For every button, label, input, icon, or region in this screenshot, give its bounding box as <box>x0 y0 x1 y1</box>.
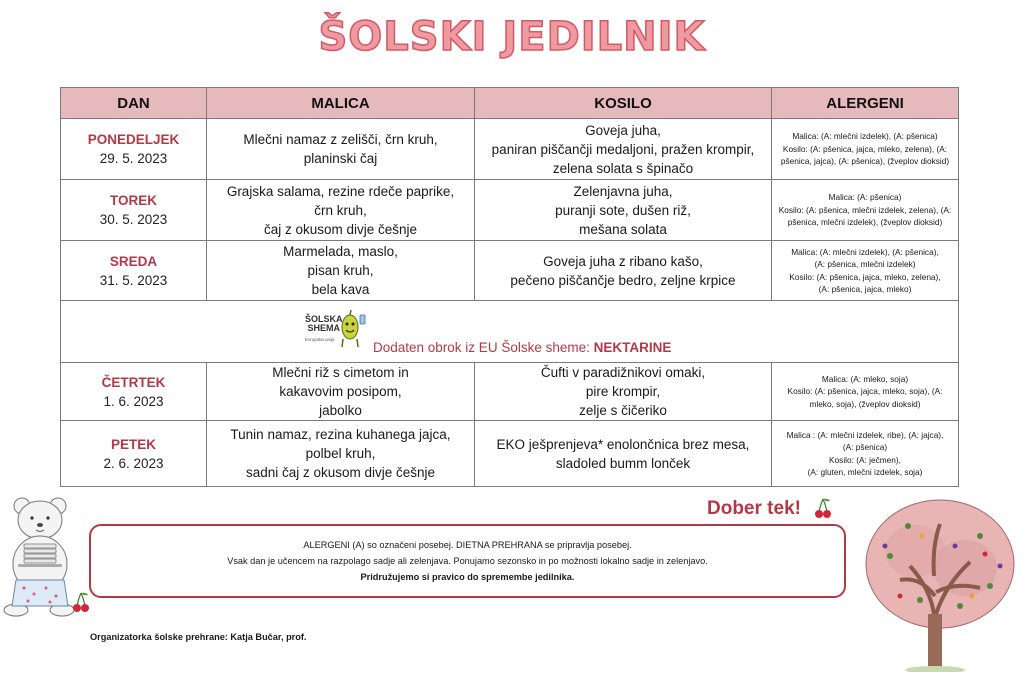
school-scheme-text <box>373 340 671 355</box>
school-scheme-logo-icon <box>305 307 371 353</box>
day-name: TOREK <box>109 193 157 208</box>
kosilo-cell <box>475 119 772 180</box>
logo-line1: ŠOLSKA <box>305 314 343 324</box>
malica-line: Mlečni riž s cimetom in <box>272 365 409 380</box>
school-scheme-highlight: NEKTARINE <box>593 340 672 355</box>
day-date: 30. 5. 2023 <box>99 212 168 227</box>
day-date: 2. 6. 2023 <box>103 455 164 471</box>
alergeni-line: Kosilo: (A: pšenica, mlečni izdelek, zelena), (A: <box>778 204 952 215</box>
alergeni-line: pšenica, jajca), (A: pšenica), (žveplov dioksid) <box>780 156 950 167</box>
malica-cell <box>207 421 475 487</box>
malica-line: Marmelada, maslo, <box>283 244 398 259</box>
cherry-icon <box>72 592 90 614</box>
malica-line: bela kava <box>311 282 370 297</box>
kosilo-line: Čufti v paradižnikovi omaki, <box>540 365 706 380</box>
alergeni-line: mleko, soja), (žveplov dioksid) <box>809 398 921 409</box>
alergeni-cell <box>772 241 959 301</box>
malica-line: sadni čaj z okusom divje češnje <box>245 465 436 480</box>
malica-line: planinski čaj <box>303 151 378 166</box>
alergeni-line: (A: pšenica, mlečni izdelek) <box>814 259 916 269</box>
malica-cell <box>207 180 475 241</box>
organizer-text: Organizatorka šolske prehrane: Katja Bučar, prof. <box>90 632 307 642</box>
kosilo-line: paniran piščančji medaljoni, pražen krompir, <box>491 141 755 157</box>
day-cell <box>61 363 207 421</box>
alergeni-line: Kosilo: (A: pšenica, jajca, mleko, zelena), <box>789 271 941 282</box>
alergeni-line: (A: gluten, mlečni izdelek, soja) <box>807 467 923 477</box>
kosilo-line: Goveja juha z ribano kašo, <box>543 253 703 269</box>
day-date: 1. 6. 2023 <box>103 393 164 409</box>
kosilo-line: sladoled bumm lonček <box>555 455 691 471</box>
school-scheme-row <box>61 301 959 363</box>
malica-line: pisan kruh, <box>307 263 374 278</box>
alergeni-cell <box>772 363 959 421</box>
alergeni-line: Malica: (A: mleko, soja) <box>821 373 909 384</box>
kosilo-line: Goveja juha, <box>585 122 661 138</box>
alergeni-line: Kosilo: (A: pšenica, jajca, mleko, zelena), (A: <box>782 143 948 154</box>
kosilo-line: zelje s čičeriko <box>579 403 667 418</box>
malica-line: Grajska salama, rezine rdeče paprike, <box>226 183 455 199</box>
malica-cell <box>207 119 475 180</box>
alergeni-line: (A: pšenica, jajca, mleko) <box>818 284 912 294</box>
info-line2: Vsak dan je učencem na razpolago sadje ali zelenjava. Ponujamo sezonsko in po možnosti lokalno sadje in zelenjavo. <box>227 556 708 566</box>
day-name: SREDA <box>109 253 158 269</box>
alergeni-line: Malica: (A: mlečni izdelek), (A: pšenica) <box>792 131 938 142</box>
kosilo-cell <box>475 241 772 301</box>
info-line1: ALERGENI (A) so označeni posebej. DIETNA PREHRANA se pripravlja posebej. <box>303 540 632 550</box>
kosilo-cell <box>475 363 772 421</box>
malica-line: črn kruh, <box>314 202 367 218</box>
table-row <box>61 119 959 180</box>
kosilo-line: mešana solata <box>579 221 667 237</box>
header-kosilo: KOSILO <box>475 88 772 119</box>
malica-line: Tunin namaz, rezina kuhanega jajca, <box>230 427 451 442</box>
cherry-icon <box>814 498 832 520</box>
malica-line: polbel kruh, <box>305 446 376 461</box>
table-row <box>61 363 959 421</box>
alergeni-cell <box>772 119 959 180</box>
dober-tek-text: Dober tek! <box>707 498 801 519</box>
day-name: PONEDELJEK <box>87 132 180 147</box>
table-row <box>61 180 959 241</box>
alergeni-line: Kosilo: (A: ječmen), <box>829 454 901 465</box>
kosilo-line: EKO ješprenjeva* enolončnica brez mesa, <box>496 436 750 452</box>
table-row <box>61 421 959 487</box>
malica-line: jabolko <box>319 403 362 418</box>
day-name: ČETRTEK <box>101 374 166 390</box>
tree-icon <box>860 496 1020 672</box>
alergeni-line: Malica: (A: mlečni izdelek), (A: pšenica), <box>791 246 939 257</box>
day-cell <box>61 241 207 301</box>
header-alergeni: ALERGENI <box>772 88 959 119</box>
alergeni-line: Malica : (A: mlečni izdelek, ribe), (A: jajca), <box>786 429 944 440</box>
day-cell <box>61 119 207 180</box>
table-row <box>61 241 959 301</box>
table-header-row <box>61 88 959 119</box>
kosilo-line: Zelenjavna juha, <box>573 183 673 199</box>
logo-sub: Evropska unija <box>305 337 335 342</box>
header-malica: MALICA <box>207 88 475 119</box>
alergeni-line: Malica: (A: pšenica) <box>828 192 902 203</box>
page-title: ŠOLSKI JEDILNIK <box>318 14 706 60</box>
alergeni-line: (A: pšenica) <box>842 442 888 452</box>
malica-cell <box>207 241 475 301</box>
kosilo-line: pečeno piščančje bedro, zeljne krpice <box>510 272 736 288</box>
logo-line2: SHEMA <box>307 323 341 333</box>
kosilo-cell <box>475 180 772 241</box>
info-line3: Pridružujemo si pravico do spremembe jedilnika. <box>360 572 575 582</box>
malica-line: kakavovim posipom, <box>279 384 402 399</box>
malica-line: Mlečni namaz z zelišči, črn kruh, <box>243 132 438 147</box>
school-scheme-figure-icon <box>335 307 369 351</box>
alergeni-line: pšenica, mlečni izdelek), (žveplov dioksid) <box>787 217 943 228</box>
kosilo-line: zelena solata s špinačo <box>552 160 694 176</box>
kosilo-cell <box>475 421 772 487</box>
header-dan: DAN <box>61 88 207 119</box>
kosilo-line: pire krompir, <box>585 384 661 399</box>
day-cell <box>61 180 207 241</box>
school-scheme-prefix: Dodaten obrok iz EU Šolske sheme: <box>373 340 594 355</box>
day-cell <box>61 421 207 487</box>
alergeni-cell <box>772 180 959 241</box>
alergeni-cell <box>772 421 959 487</box>
alergeni-line: Kosilo: (A: pšenica, jajca, mleko, soja), (A: <box>787 386 943 397</box>
info-box <box>89 524 846 598</box>
menu-table <box>60 87 959 487</box>
day-date: 29. 5. 2023 <box>99 151 168 166</box>
day-name: PETEK <box>110 436 156 452</box>
malica-cell <box>207 363 475 421</box>
malica-line: čaj z okusom divje češnje <box>263 221 418 237</box>
school-scheme-cell <box>61 301 959 363</box>
day-date: 31. 5. 2023 <box>99 272 168 288</box>
kosilo-line: puranji sote, dušen riž, <box>555 202 691 218</box>
